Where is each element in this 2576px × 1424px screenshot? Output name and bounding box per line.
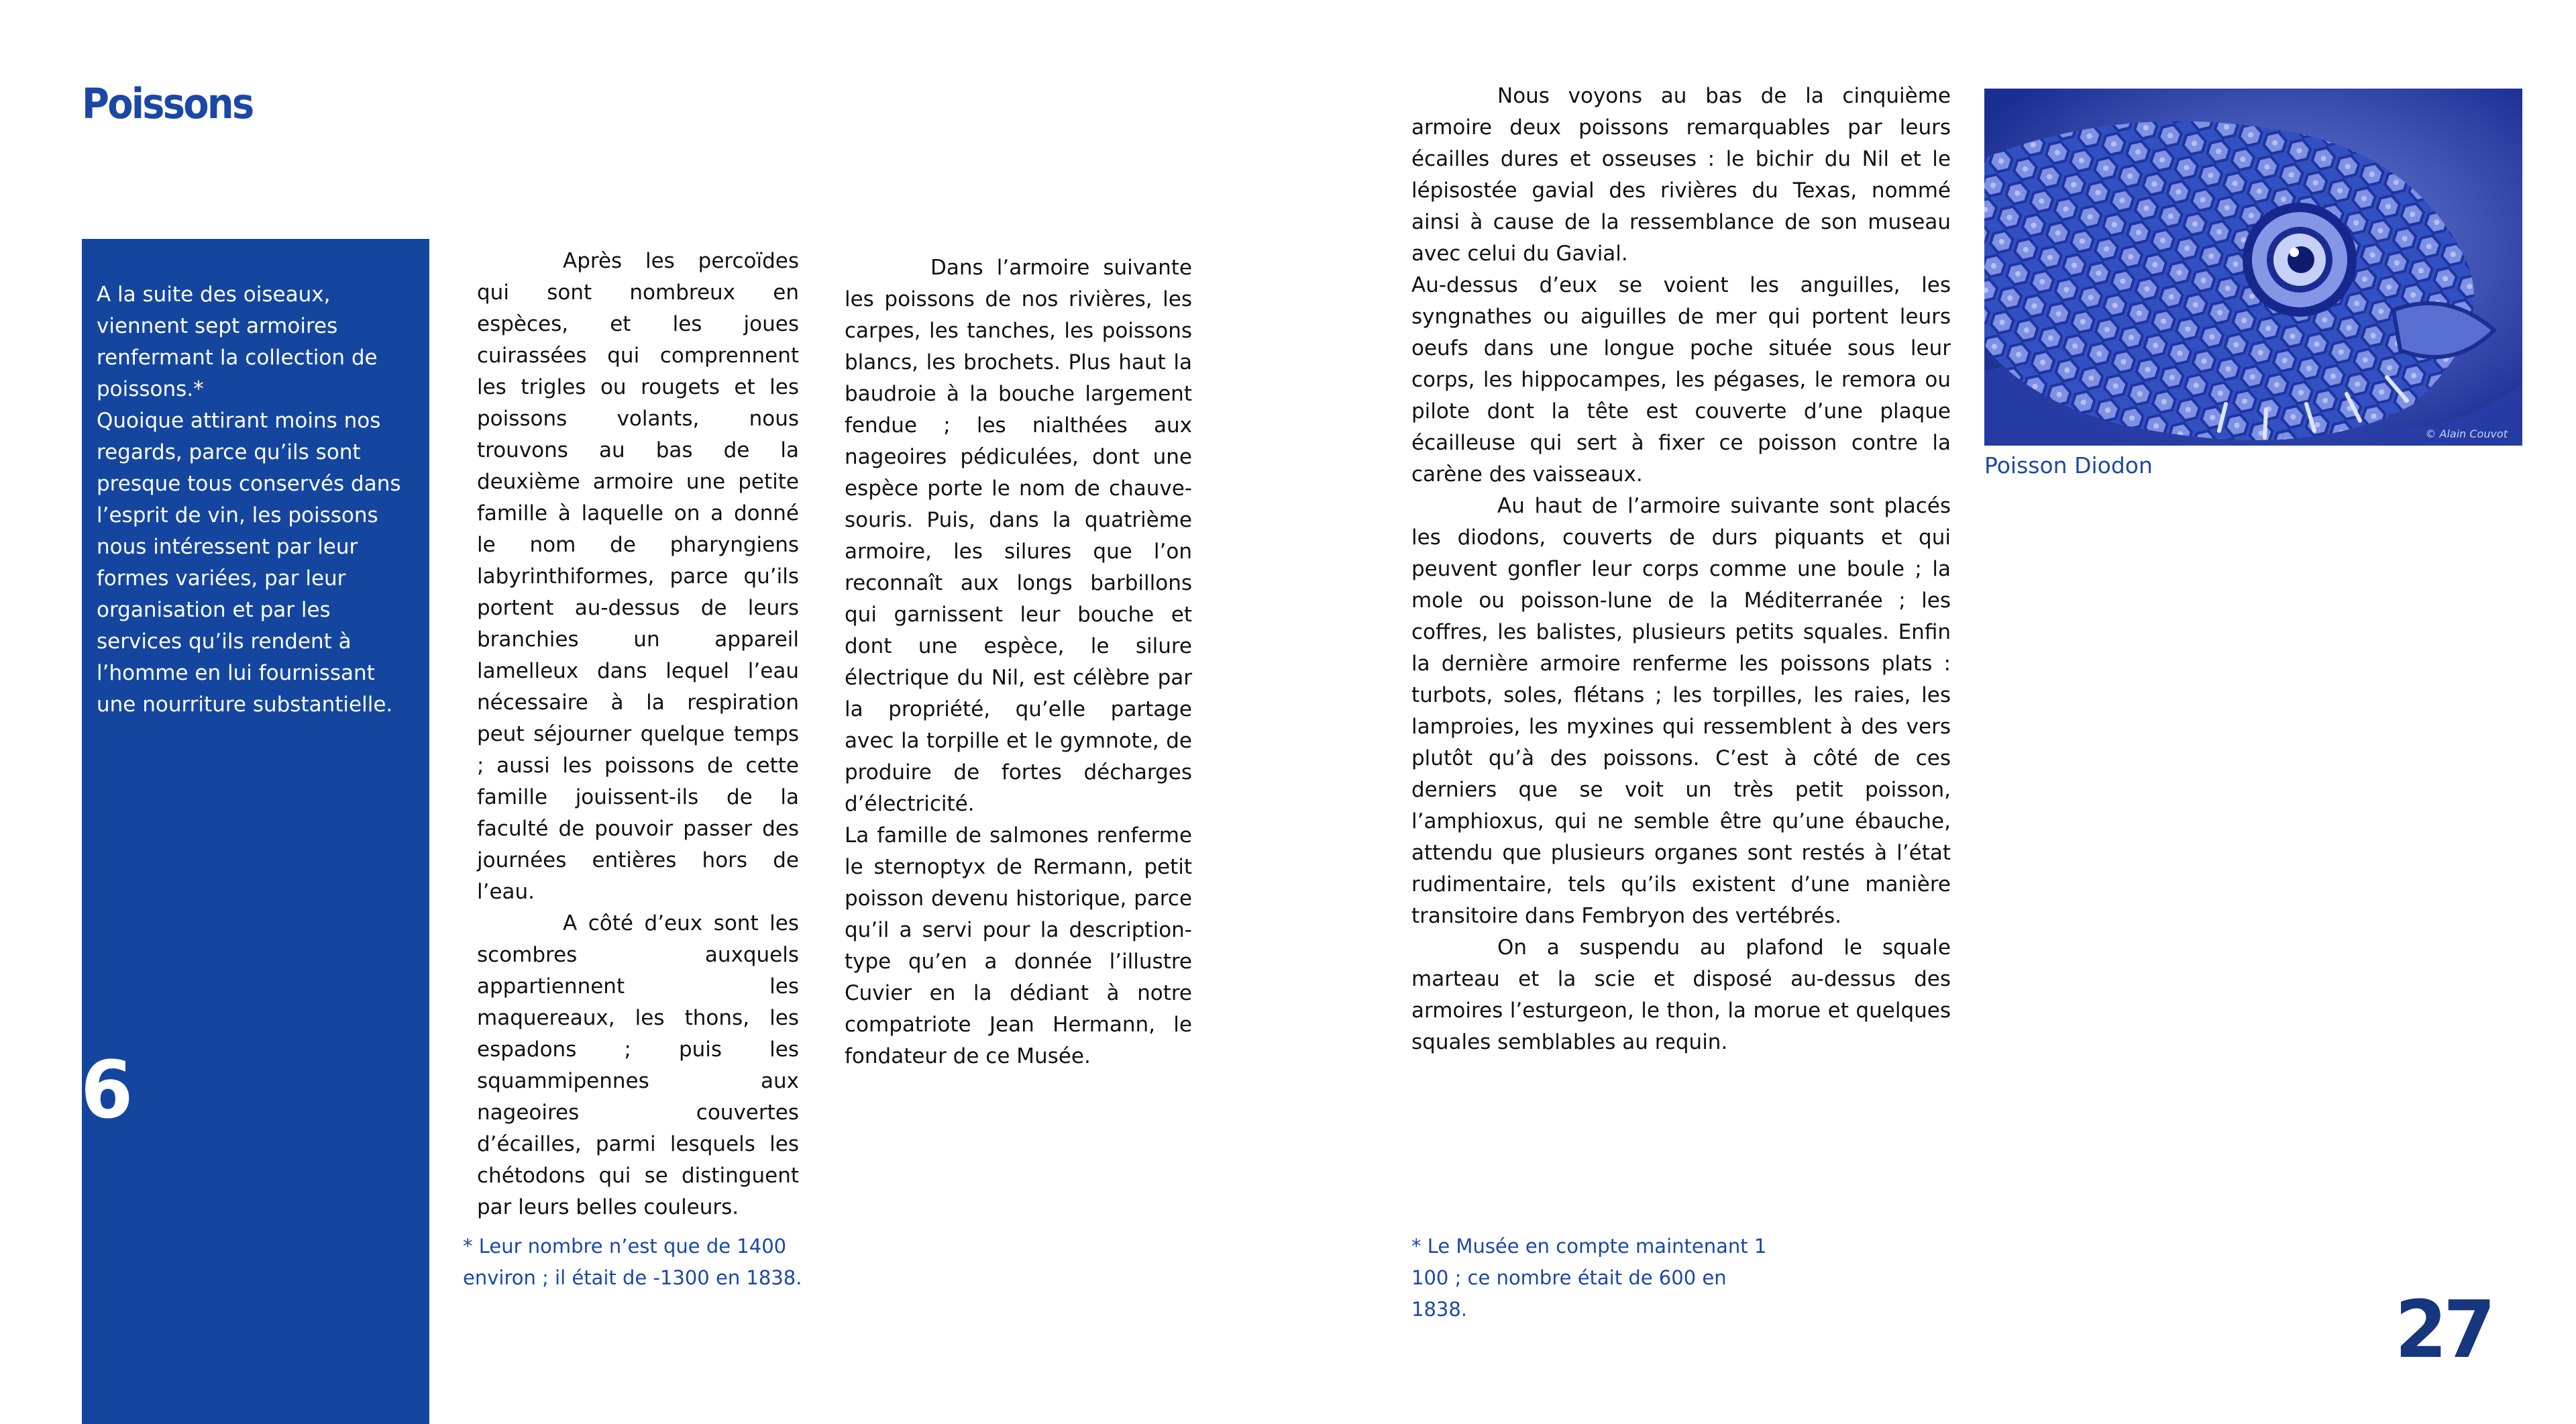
intro-text [97,279,419,721]
body-paragraph: Dans l’armoire suivante les poissons de nos rivières, les carpes, les tanches, les poissons blancs, les brochets. Plus haut la baudroie à la bouche largement fendue ; les nialthées aux nageoires pédiculées, dont une espèce porte le nom de chauve-souris. Puis, dans la quatrième armoire, les silures que l’on reconnaît aux longs barbillons qui garnissent leur bouche et dont une espèce, le silure électrique du Nil, est célèbre par la propriété, qu’elle partage avec la torpille et le gymnote, de produire de fortes décharges d’électricité. [845,256,1192,816]
eye-icon [2247,207,2352,312]
body-paragraph: Au-dessus d’eux se voient les anguilles, les syngnathes ou aiguilles de mer qui portent leurs oeufs dans une longue poche située sous leur corps, les hippocampes, les pégases, le remora ou pilote dont la tête est couverte d’une plaque écailleuse qui sert à fixer ce poisson contre la carène des vaisseaux. [1411,273,1951,487]
body-paragraph: A côté d’eux sont les scombres auxquels appartiennent les maquereaux, les thons, les espadons ; puis les squammipennes aux nageoires couvertes d’écailles, parmi lesquels les chétodons qui se distinguent par leurs belles couleurs. [477,911,799,1219]
footnote-right: * Le Musée en compte maintenant 1 100 ; ce nombre était de 600 en 1838. [1411,1235,1767,1321]
diodon-photo [1984,89,2522,446]
photo-caption: Poisson Diodon [1984,452,2153,478]
intro-paragraph: Quoique attirant moins nos regards, parce qu’ils sont presque tous conservés dans l’esprit de vin, les poissons nous intéressent par leur formes variées, par leur organisation et par les services qu’ils rendent à l’homme en lui fournissant une nourriture substantielle. [97,409,401,717]
footnote-left: * Leur nombre n’est que de 1400 environ ; il était de -1300 en 1838. [463,1235,802,1289]
intro-paragraph: A la suite des oiseaux, viennent sept armoires renfermant la collection de poissons.* [97,283,378,401]
page-title: Poissons [82,79,253,128]
body-paragraph: Après les percoïdes qui sont nombreux en espèces, et les joues cuirassées qui comprennent les trigles ou rougets et les poissons volants, nous trouvons au bas de la deuxième armoire une petite famille à laquelle on a donné le nom de pharyngiens labyrinthiformes, parce qu’ils portent au-dessus de leurs branchies un appareil lamelleux dans lequel l’eau nécessaire à la respiration peut séjourner quelque temps ; aussi les poissons de cette famille jouissent-ils de la faculté de pouvoir passer des journées entières hors de l’eau. [477,249,799,904]
page-number-right: 27 [2395,1283,2492,1376]
page-number-left: 26 [32,1044,129,1136]
body-paragraph: On a suspendu au plafond le squale marteau et la scie et disposé au-dessus des armoires l’esturgeon, le thon, la morue et quelques squales semblables au requin. [1411,935,1951,1054]
photo-credit: © Alain Couvot [2425,427,2508,440]
text-column-1 [477,246,799,1223]
diodon-fish-illustration [1984,89,2522,446]
text-column-3 [1411,81,1951,1058]
intro-sidebar [82,239,429,1424]
body-paragraph: Au haut de l’armoire suivante sont placés les diodons, couverts de durs piquants et qui peuvent gonfler leur corps comme une boule ; la mole ou poisson-lune de la Méditerranée ; les coffres, les balistes, plusieurs petits squales. Enfin la dernière armoire renferme les poissons plats : turbots, soles, flétans ; les torpilles, les raies, les lamproies, les myxines qui ressemblent à des vers plutôt qu’à des poissons. C’est à côté de ces derniers que se voit un très petit poisson, l’amphioxus, qui ne semble être qu’une ébauche, attendu que plusieurs organes sont restés à l’état rudimentaire, tels qu’ils existent d’une manière transitoire dans Fembryon des vertébrés. [1411,494,1951,928]
body-paragraph: Nous voyons au bas de la cinquième armoire deux poissons remarquables par leurs écailles dures et osseuses : le bichir du Nil et le lépisostée gavial des rivières du Texas, nommé ainsi à cause de la ressemblance de son museau avec celui du Gavial. [1411,84,1951,266]
body-paragraph: La famille de salmones renferme le sternoptyx de Rermann, petit poisson devenu historique, parce qu’il a servi pour la description-type qu’en a donnée l’illustre Cuvier en la dédiant à notre compatriote Jean Hermann, le fondateur de ce Musée. [845,823,1192,1068]
text-column-2 [845,252,1192,1072]
